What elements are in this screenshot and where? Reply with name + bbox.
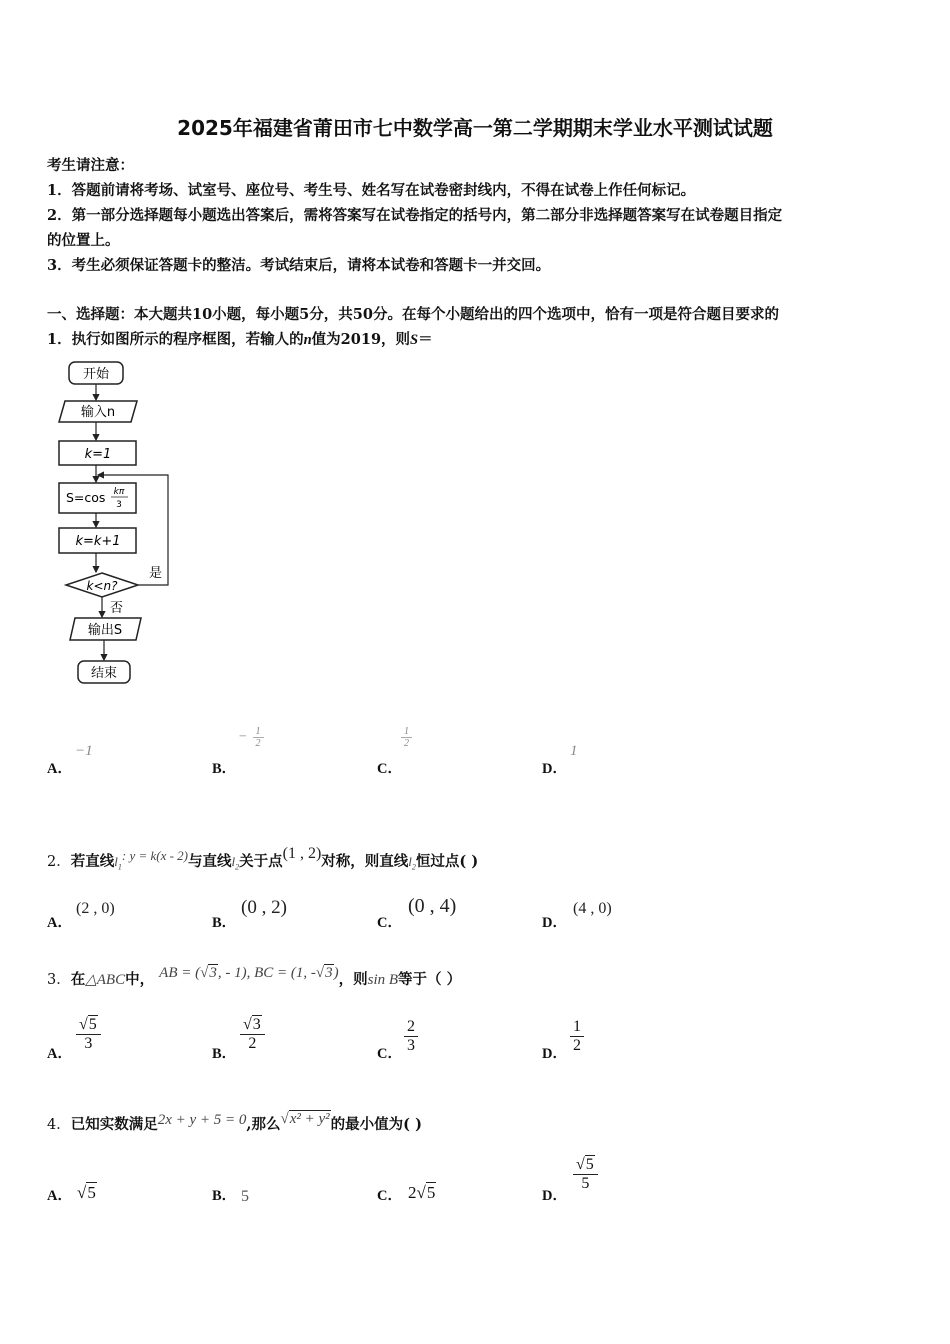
equation: : y = k(x - 2) (121, 848, 189, 863)
flowchart-increment-label: k=k+1 (75, 534, 121, 549)
sqrt: √3 (200, 965, 217, 981)
notice-item-2-cont: 的位置上。 (47, 232, 120, 249)
question-3 (47, 965, 462, 989)
fraction-denominator: 3 (76, 1034, 101, 1053)
option-a-letter[interactable]: A． (47, 915, 72, 931)
option-a-value: (2 , 0) (76, 900, 115, 917)
fraction-denominator: 5 (573, 1174, 598, 1193)
option-c-letter[interactable]: C． (377, 915, 402, 931)
coefficient: 2 (408, 1183, 417, 1202)
radicand: 5 (87, 1183, 96, 1202)
option-d-value: 1 (570, 743, 578, 759)
question-text: ,那么 (246, 1116, 281, 1133)
flowchart-assign-den: 3 (116, 500, 122, 510)
vector-ab-rhs: , - 1), (217, 965, 251, 981)
option-b-letter[interactable]: B． (212, 915, 237, 931)
flowchart-condition-label: k<n? (86, 579, 118, 593)
option-b[interactable] (212, 757, 236, 778)
var-n: n (303, 332, 312, 348)
fraction-numerator: 2 (407, 1018, 415, 1035)
notice-item-3: 3．考生必须保证答题卡的整洁。考试结束后，请将本试卷和答题卡一并交回。 (47, 257, 551, 274)
radicand: 3 (252, 1016, 261, 1033)
flowchart (42, 355, 182, 695)
radicand: 5 (426, 1183, 436, 1202)
notice-heading: 考生请注意： (47, 157, 134, 174)
question-text: 已知实数满足 (70, 1116, 158, 1133)
question-text: 值为2019，则 (311, 331, 411, 348)
sin-b: sin B (367, 972, 399, 988)
question-text: ＝ (418, 331, 433, 348)
option-d-letter[interactable]: D． (542, 1188, 567, 1204)
option-c-value: 2√5 (408, 1183, 436, 1202)
vector-ab (159, 965, 338, 981)
minus-sign: − (238, 729, 248, 745)
flowchart-assign-num: kπ (113, 487, 125, 497)
vector-ab-lhs: AB = ( (159, 965, 201, 981)
option-a-value: √5 (77, 1183, 96, 1202)
notice-item-2: 2．第一部分选择题每小题选出答案后，需将答案写在试卷指定的括号内，第二部分非选择题答案写在试卷题目指定 (47, 207, 783, 224)
option-letter: B． (212, 761, 237, 777)
flowchart-start-label: 开始 (82, 367, 110, 382)
option-c-value (404, 1018, 418, 1055)
page-title: 2025年福建省莆田市七中数学高一第二学期期末学业水平测试试题 (177, 116, 773, 140)
var-l1: l (114, 854, 118, 869)
radicand: 5 (88, 1016, 97, 1033)
question-text: 在 (70, 971, 86, 988)
triangle-abc: △ABC (85, 972, 126, 988)
flowchart-init-label: k=1 (84, 447, 112, 462)
option-d-value: (4 , 0) (573, 900, 612, 917)
question-text: 与直线 (188, 853, 232, 870)
equation: 2x + y + 5 = 0 (157, 1112, 247, 1128)
question-text: 的最小值为( ) (330, 1116, 422, 1133)
fraction-numerator: 1 (255, 726, 261, 737)
var-s: S (410, 332, 419, 348)
fraction-denominator: 2 (240, 1034, 265, 1053)
sqrt: √x² + y² (280, 1111, 330, 1127)
question-1 (47, 328, 433, 349)
option-d-value (570, 1018, 584, 1055)
radicand: 3 (209, 965, 217, 981)
flowchart-assign-lhs: S=cos (66, 490, 106, 505)
vector-bc-rhs: ) (333, 965, 339, 981)
question-text: 若直线 (70, 853, 115, 870)
option-d-letter[interactable]: D． (542, 1046, 567, 1062)
var-l2-sub: 2 (235, 862, 240, 872)
question-number: 4． (47, 1117, 71, 1133)
option-c-value: (0 , 4) (408, 895, 457, 917)
option-letter: D． (542, 761, 567, 777)
question-text: 执行如图所示的程序框图，若输人的 (71, 331, 304, 348)
option-c[interactable] (377, 757, 402, 778)
option-a[interactable] (47, 757, 72, 778)
question-4 (47, 1113, 422, 1134)
question-text: 恒过点( ) (415, 853, 479, 870)
flowchart-end-label: 结束 (90, 666, 118, 681)
fraction-denominator: 2 (570, 1036, 584, 1055)
question-text: ，则 (338, 971, 368, 988)
option-a-value: −1 (75, 743, 93, 759)
flowchart-yes-label: 是 (149, 566, 163, 581)
option-b-value (238, 726, 264, 749)
sqrt: √3 (315, 965, 333, 981)
radicand: 5 (585, 1156, 594, 1173)
flowchart-no-label: 否 (110, 601, 124, 616)
question-2 (47, 845, 479, 872)
option-d[interactable] (542, 757, 567, 778)
option-d-letter[interactable]: D． (542, 915, 567, 931)
question-number: 1． (47, 331, 72, 348)
notice-item-1: 1．答题前请将考场、试室号、座位号、考生号、姓名写在试卷密封线内，不得在试卷上作任何标记。 (47, 182, 696, 199)
option-b-letter[interactable]: B． (212, 1188, 237, 1204)
var-l1-sub: 1 (117, 862, 122, 872)
option-c-value (401, 726, 412, 749)
var-l2: l (231, 854, 236, 869)
option-b-value: $\frac{√3}{2}$ (240, 1016, 265, 1053)
var-l2: l (408, 854, 412, 869)
option-c-letter[interactable]: C． (377, 1188, 402, 1204)
radicand: 3 (325, 965, 333, 981)
option-a-letter[interactable]: A． (47, 1046, 72, 1062)
option-a-value: $\frac{√5}{3}$ (76, 1016, 101, 1053)
option-b-letter[interactable]: B． (212, 1046, 237, 1062)
flowchart-input-label: 输入n (80, 405, 116, 420)
option-c-letter[interactable]: C． (377, 1046, 402, 1062)
option-b-value: 5 (241, 1188, 249, 1205)
section-heading: 一、选择题：本大题共10小题，每小题5分，共50分。在每个小题给出的四个选项中，恰有一项是符合题目要求的 (47, 306, 779, 323)
option-letter: C． (377, 761, 402, 777)
option-d-value: $\frac{√5}{5}$ (573, 1156, 598, 1193)
question-text: 等于（ ） (398, 971, 462, 988)
question-text: 中， (125, 971, 155, 988)
question-text: 关于点 (239, 853, 283, 870)
flowchart-output-label: 输出S (87, 623, 123, 638)
option-letter: A． (47, 761, 72, 777)
option-a-letter[interactable]: A． (47, 1188, 72, 1204)
vector-bc-lhs: BC = (1, - (254, 965, 316, 981)
question-text: 对称，则直线 (321, 853, 409, 870)
var-l2-sub: 2 (411, 862, 416, 872)
question-number: 2． (47, 854, 71, 870)
fraction-denominator: 3 (404, 1036, 418, 1055)
option-b-value: (0 , 2) (241, 897, 287, 918)
fraction-denominator: 2 (401, 737, 412, 749)
question-number: 3． (47, 972, 71, 988)
fraction-numerator: 1 (404, 726, 409, 737)
radicand: x² + y² (289, 1111, 330, 1127)
fraction-denominator: 2 (253, 737, 264, 749)
fraction-numerator: 1 (573, 1018, 581, 1035)
point: (1 , 2) (282, 845, 322, 862)
